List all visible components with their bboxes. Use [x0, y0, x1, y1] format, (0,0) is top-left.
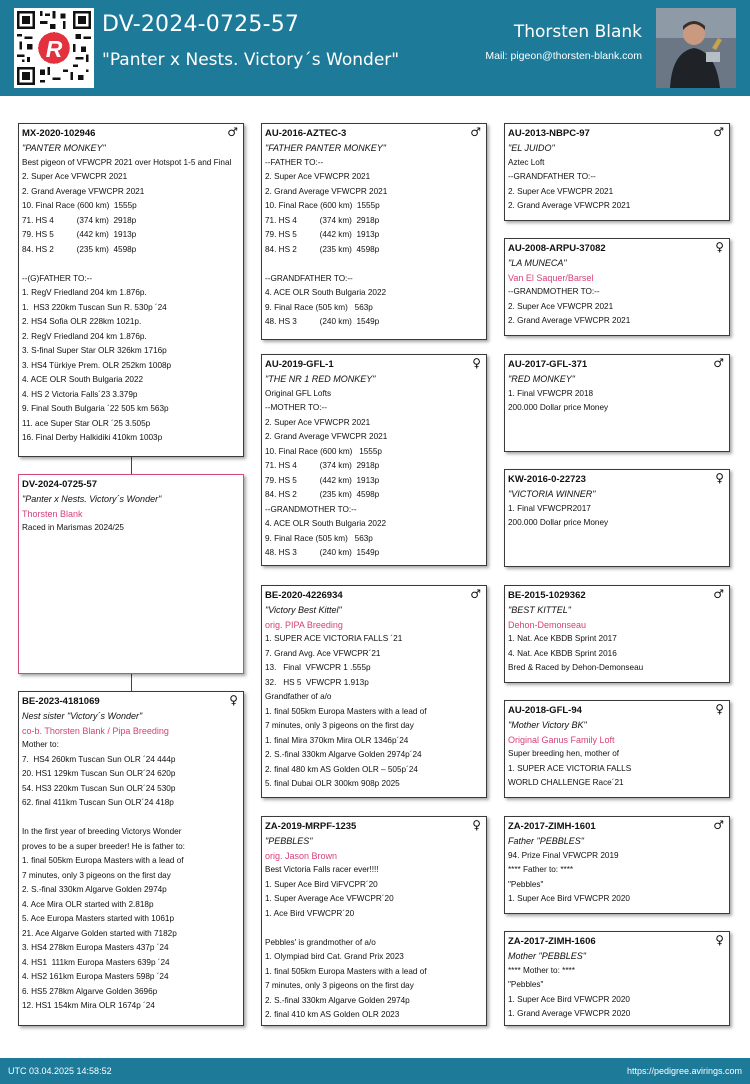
pedigree-line: 20. HS1 129km Tuscan Sun OLR´24 620p	[22, 769, 176, 778]
pedigree-line: 1. Super Ace Bird ViFVCPR´20	[265, 879, 378, 889]
pedigree-line: 2. HS4 Sofia OLR 228km 1021p.	[22, 317, 142, 326]
pedigree-line: 4. HS1 111km Europa Masters 639p ´24	[22, 957, 170, 967]
pedigree-line	[22, 257, 240, 272]
pedigree-line: 10. Final Race (600 km) 1555p	[265, 446, 382, 456]
pedigree-line: 84. HS 2 (235 km) 4598p	[22, 244, 137, 254]
qr-code-icon[interactable]	[14, 8, 94, 88]
pigeon-card-sds[interactable]	[504, 354, 730, 452]
page-subtitle: "Panter x Nests. Victory´s Wonder"	[102, 50, 400, 70]
pedigree-line: 3. HS4 Türkiye Prem. OLR 252km 1008p	[22, 360, 172, 370]
pigeon-name: "Mother Victory BK"	[508, 720, 587, 730]
pedigree-line: 2. S.-final 330km Algarve Golden 2974p	[22, 885, 167, 894]
ring-number: AU-2013-NBPC-97	[508, 128, 590, 139]
female-icon: ♀	[472, 356, 481, 370]
ring-number: AU-2019-GFL-1	[265, 359, 334, 370]
ring-number: ZA-2019-MRPF-1235	[265, 821, 357, 832]
male-icon: ♂	[713, 818, 724, 832]
header-bar	[0, 0, 750, 96]
pedigree-line: 4. Nat. Ace KBDB Sprint 2016	[508, 648, 617, 658]
pedigree-line: 6. HS5 278km Algarve Golden 3696p	[22, 986, 158, 996]
male-icon: ♂	[713, 125, 724, 139]
pedigree-line: 3. S-final Super Star OLR 326km 1716p	[22, 346, 167, 355]
pedigree-line: 79. HS 5 (442 km) 1913p	[22, 230, 137, 239]
pedigree-line: 1. Nat. Ace KBDB Sprint 2017	[508, 634, 617, 643]
pedigree-line: Grandfather of a/o	[265, 692, 332, 701]
pedigree-line: Super breeding hen, mother of	[508, 749, 620, 758]
pigeon-card-sss[interactable]	[504, 123, 730, 221]
pigeon-card-sire-dam[interactable]	[261, 354, 487, 566]
pedigree-line: 2. Super Ace VFWCPR 2021	[508, 186, 614, 196]
female-icon: ♀	[715, 933, 724, 947]
pigeon-card-sire[interactable]	[18, 123, 244, 457]
breeder-mail[interactable]: Mail: pigeon@thorsten-blank.com	[485, 50, 642, 62]
pigeon-name: "FATHER PANTER MONKEY"	[265, 143, 386, 153]
pedigree-line: 2. final 410 km AS Golden OLR 2023	[265, 1010, 400, 1019]
pedigree-line	[22, 811, 240, 826]
pedigree-line: Bred & Raced by Dehon-Demonseau	[508, 663, 644, 672]
ring-number: MX-2020-102946	[22, 128, 96, 139]
pedigree-line: 84. HS 2 (235 km) 4598p	[265, 244, 380, 254]
pedigree-line: 1. Super Average Ace VFWCPR´20	[265, 894, 394, 903]
female-icon: ♀	[472, 818, 481, 832]
pigeon-breeder: orig. Jason Brown	[265, 850, 338, 861]
pigeon-name: Mother "PEBBLES"	[508, 951, 586, 961]
pigeon-card-sire-sire[interactable]	[261, 123, 487, 340]
pedigree-line: 200.000 Dollar price Money	[508, 518, 609, 527]
pedigree-line: --GRANDMOTHER TO:--	[508, 287, 600, 296]
pedigree-line: 79. HS 5 (442 km) 1913p	[265, 475, 380, 485]
pigeon-card-dam-dam[interactable]	[261, 816, 487, 1026]
pedigree-line	[265, 921, 483, 936]
footer-timestamp: UTC 03.04.2025 14:58:52	[8, 1066, 112, 1076]
breeder-photo	[656, 8, 736, 88]
male-icon: ♂	[227, 125, 238, 139]
pedigree-line: 71. HS 4 (374 km) 2918p	[22, 215, 137, 225]
pedigree-line: 2. S.-final 330km Algarve Golden 2974p´24	[265, 750, 422, 759]
pedigree-line: 1. Final VFWCPR2017	[508, 503, 591, 513]
pedigree-line: 1. final 505km Europa Masters with a lead of	[265, 706, 427, 716]
pedigree-line: Best Victoria Falls racer ever!!!!	[265, 865, 379, 874]
pigeon-card-dss[interactable]	[504, 585, 730, 683]
female-icon: ♀	[715, 702, 724, 716]
male-icon: ♂	[713, 587, 724, 601]
pedigree-line: Pebbles' is grandmother of a/o	[265, 937, 376, 947]
pedigree-line: WORLD CHALLENGE Race´21	[508, 778, 624, 787]
pedigree-line: 48. HS 3 (240 km) 1549p	[265, 548, 380, 557]
footer-url[interactable]: https://pedigree.avirings.com	[626, 1066, 742, 1076]
pedigree-line: 94. Prize Final VFWCPR 2019	[508, 850, 619, 860]
pigeon-card-dam[interactable]	[18, 691, 244, 1026]
pedigree-line: 10. Final Race (600 km) 1555p	[22, 201, 137, 210]
pedigree-line: 84. HS 2 (235 km) 4598p	[265, 490, 380, 499]
pedigree-line: 2. Grand Average VFWCPR 2021	[508, 201, 631, 210]
pedigree-line: 7 minutes, only 3 pigeons on the first day	[22, 870, 171, 880]
pedigree-line: 79. HS 5 (442 km) 1913p	[265, 230, 380, 239]
pedigree-line: 2. Super Ace VFWCPR 2021	[508, 301, 614, 311]
pigeon-name: "EL JUIDO"	[508, 143, 555, 153]
pedigree-line: 200.000 Dollar price Money	[508, 403, 609, 412]
pigeon-breeder: co-b. Thorsten Blank / Pipa Breeding	[22, 725, 169, 736]
ring-number: KW-2016-0-22723	[508, 474, 586, 485]
pedigree-line: 48. HS 3 (240 km) 1549p	[265, 317, 380, 326]
pedigree-line: --GRANDMOTHER TO:--	[265, 504, 357, 514]
pigeon-breeder: Original Ganus Family Loft	[508, 734, 615, 745]
female-icon: ♀	[715, 240, 724, 254]
pigeon-name: "PANTER MONKEY"	[22, 143, 106, 153]
pedigree-line: 1. Super Ace Bird VFWCPR 2020	[508, 894, 630, 903]
ring-number: AU-2018-GFL-94	[508, 705, 582, 716]
pedigree-line: --FATHER TO:--	[265, 157, 324, 167]
pedigree-line: 2. Grand Average VFWCPR 2021	[508, 316, 631, 325]
male-icon: ♂	[470, 587, 481, 601]
pedigree-line: Original GFL Lofts	[265, 388, 332, 398]
pigeon-name: Father "PEBBLES"	[508, 836, 584, 846]
pedigree-line: Raced in Marismas 2024/25	[22, 523, 124, 532]
pigeon-breeder: Dehon-Demonseau	[508, 619, 587, 630]
ring-number: AU-2008-ARPU-37082	[508, 243, 606, 254]
pedigree-line: proves to be a super breeder! He is father to:	[22, 841, 185, 851]
pigeon-card-dsd[interactable]	[504, 700, 730, 798]
pedigree-line: 4. HS 2 Victoria Falls´23 3.379p	[22, 389, 138, 399]
pigeon-name: "LA MUNECA"	[508, 258, 567, 268]
pigeon-name: "Victory Best Kittel"	[265, 605, 342, 615]
pigeon-breeder: Van El Saquer/Barsel	[508, 272, 594, 283]
pedigree-line: 71. HS 4 (374 km) 2918p	[265, 215, 380, 225]
pedigree-line: 4. Ace Mira OLR started with 2.818p	[22, 899, 154, 909]
ring-number: BE-2023-4181069	[22, 696, 100, 707]
pedigree-line: 2. final 480 km AS Golden OLR – 505p´24	[265, 764, 418, 774]
male-icon: ♂	[470, 125, 481, 139]
pedigree-line: 1. SUPER ACE VICTORIA FALLS	[508, 763, 632, 773]
pigeon-card-dam-sire[interactable]	[261, 585, 487, 798]
pedigree-line: "Pebbles"	[508, 980, 544, 989]
pigeon-breeder: Thorsten Blank	[22, 508, 83, 519]
pedigree-line: "Pebbles"	[508, 879, 544, 889]
pedigree-line: **** Mother to: ****	[508, 965, 575, 975]
pedigree-line: 1. final Mira 370km Mira OLR 1346p´24	[265, 735, 409, 745]
pigeon-card-dds[interactable]	[504, 816, 730, 914]
pedigree-line: 32. HS 5 VFWCPR 1.913p	[265, 677, 369, 687]
ring-number: DV-2024-0725-57	[22, 479, 97, 490]
pedigree-line: 2. Grand Average VFWCPR 2021	[22, 186, 145, 196]
pigeon-name: Nest sister "Victory´s Wonder"	[22, 711, 143, 721]
pedigree-line: 12. HS1 154km Mira OLR 1674p ´24	[22, 1001, 155, 1010]
pedigree-line: 7 minutes, only 3 pigeons on the first day	[265, 981, 414, 990]
pedigree-line: 21. Ace Algarve Golden started with 7182p	[22, 928, 177, 938]
pedigree-line: 7. HS4 260km Tuscan Sun OLR ´24 444p	[22, 754, 176, 764]
pedigree-line: 54. HS3 220km Tuscan Sun OLR´24 530p	[22, 783, 176, 793]
pedigree-line: 2. Super Ace VFWCPR 2021	[22, 172, 128, 181]
pedigree-line: --MOTHER TO:--	[265, 403, 328, 412]
pigeon-name: "VICTORIA WINNER"	[508, 489, 596, 499]
pedigree-line: 9. Final Race (505 km) 563p	[265, 302, 373, 312]
pigeon-card-ddd[interactable]	[504, 931, 730, 1026]
pedigree-line: 9. Final South Bulgaria ´22 505 km 563p	[22, 404, 169, 413]
pedigree-line: 3. HS4 278km Europa Masters 437p ´24	[22, 943, 169, 952]
male-icon: ♂	[713, 356, 724, 370]
pedigree-line: --(G)FATHER TO:--	[22, 273, 93, 283]
pedigree-line: In the first year of breeding Victorys Wonder	[22, 827, 182, 836]
pedigree-line: 1. Olympiad bird Cat. Grand Prix 2023	[265, 952, 404, 961]
pedigree-line: 4. ACE OLR South Bulgaria 2022	[22, 375, 144, 384]
pedigree-line: 5. Ace Europa Masters started with 1061p	[22, 914, 175, 923]
pedigree-line: 1. RegV Friedland 204 km 1.876p.	[22, 288, 147, 297]
pedigree-line: 2. Grand Average VFWCPR 2021	[265, 432, 388, 441]
pedigree-line: Aztec Loft	[508, 157, 545, 167]
pedigree-line: 1. Super Ace Bird VFWCPR 2020	[508, 994, 630, 1004]
pedigree-line: 9. Final Race (505 km) 563p	[265, 533, 373, 543]
pedigree-line: 1. SUPER ACE VICTORIA FALLS ´21	[265, 634, 403, 643]
pedigree-line: **** Father to: ****	[508, 865, 574, 874]
female-icon: ♀	[715, 471, 724, 485]
pedigree-line: 2. RegV Friedland 204 km 1.876p.	[22, 331, 147, 341]
pedigree-line: 2. S.-final 330km Algarve Golden 2974p	[265, 995, 410, 1005]
ring-number: ZA-2017-ZIMH-1606	[508, 936, 596, 947]
ring-number: ZA-2017-ZIMH-1601	[508, 821, 596, 832]
pedigree-line: 4. ACE OLR South Bulgaria 2022	[265, 288, 387, 297]
pigeon-breeder: orig. PIPA Breeding	[265, 619, 343, 630]
pedigree-line: --GRANDFATHER TO:--	[508, 172, 596, 181]
connector-dam	[131, 672, 132, 692]
connector-sire	[131, 456, 132, 476]
pedigree-line: 62. final 411km Tuscan Sun OLR´24 418p	[22, 798, 174, 807]
pedigree-line: 1. Ace Bird VFWCPR´20	[265, 908, 355, 918]
breeder-name: Thorsten Blank	[513, 22, 642, 42]
pedigree-line: 13. Final VFWCPR 1 .555p	[265, 663, 371, 672]
pedigree-line: 7 minutes, only 3 pigeons on the first day	[265, 721, 414, 730]
pigeon-name: "RED MONKEY"	[508, 374, 575, 384]
pedigree-line: 5. final Dubai OLR 300km 908p 2025	[265, 779, 400, 788]
pedigree-line: 7. Grand Avg. Ace VFWCPR´21	[265, 648, 381, 658]
pigeon-name: "THE NR 1 RED MONKEY"	[265, 374, 376, 384]
pedigree-line: 1. Grand Average VFWCPR 2020	[508, 1009, 631, 1018]
ring-number: AU-2017-GFL-371	[508, 359, 588, 370]
pigeon-name: "BEST KITTEL"	[508, 605, 571, 615]
pedigree-line: 16. Final Derby Halkidiki 410km 1003p	[22, 433, 163, 442]
page-title: DV-2024-0725-57	[102, 12, 300, 37]
pigeon-card-ssd[interactable]	[504, 238, 730, 336]
pedigree-line: Mother to:	[22, 740, 59, 749]
pedigree-line: 1. HS3 220km Tuscan Sun R. 530p ´24	[22, 302, 167, 312]
pedigree-line: 1. final 505km Europa Masters with a lead of	[265, 966, 427, 976]
pedigree-line: 2. Super Ace VFWCPR 2021	[265, 172, 371, 181]
pedigree-line: --GRANDFATHER TO:--	[265, 273, 353, 283]
pedigree-line: 71. HS 4 (374 km) 2918p	[265, 461, 380, 470]
pedigree-line: 2. Grand Average VFWCPR 2021	[265, 186, 388, 196]
ring-number: BE-2020-4226934	[265, 590, 343, 601]
svg-text:R: R	[45, 35, 63, 62]
pedigree-line: 10. Final Race (600 km) 1555p	[265, 201, 380, 210]
pigeon-name: "PEBBLES"	[265, 836, 313, 846]
pedigree-line	[265, 257, 483, 272]
pedigree-line: 1. final 505km Europa Masters with a lead of	[22, 856, 184, 865]
pigeon-name: "Panter x Nests. Victory´s Wonder"	[22, 494, 162, 504]
pedigree-line: 11. ace Super Star OLR ´25 3.505p	[22, 418, 151, 428]
pedigree-line: 4. HS2 161km Europa Masters 598p ´24	[22, 972, 169, 981]
pedigree-line: Best pigeon of VFWCPR 2021 over Hotspot 1-5 and Final	[22, 157, 232, 167]
pigeon-card-sdd[interactable]	[504, 469, 730, 567]
footer-bar	[0, 1058, 750, 1084]
pedigree-line: 1. Final VFWCPR 2018	[508, 388, 594, 398]
pedigree-line: 2. Super Ace VFWCPR 2021	[265, 417, 371, 427]
pedigree-line: 4. ACE OLR South Bulgaria 2022	[265, 519, 387, 528]
ring-number: AU-2016-AZTEC-3	[265, 128, 347, 139]
female-icon: ♀	[229, 693, 238, 707]
ring-number: BE-2015-1029362	[508, 590, 586, 601]
pigeon-card-subject[interactable]	[18, 474, 244, 674]
